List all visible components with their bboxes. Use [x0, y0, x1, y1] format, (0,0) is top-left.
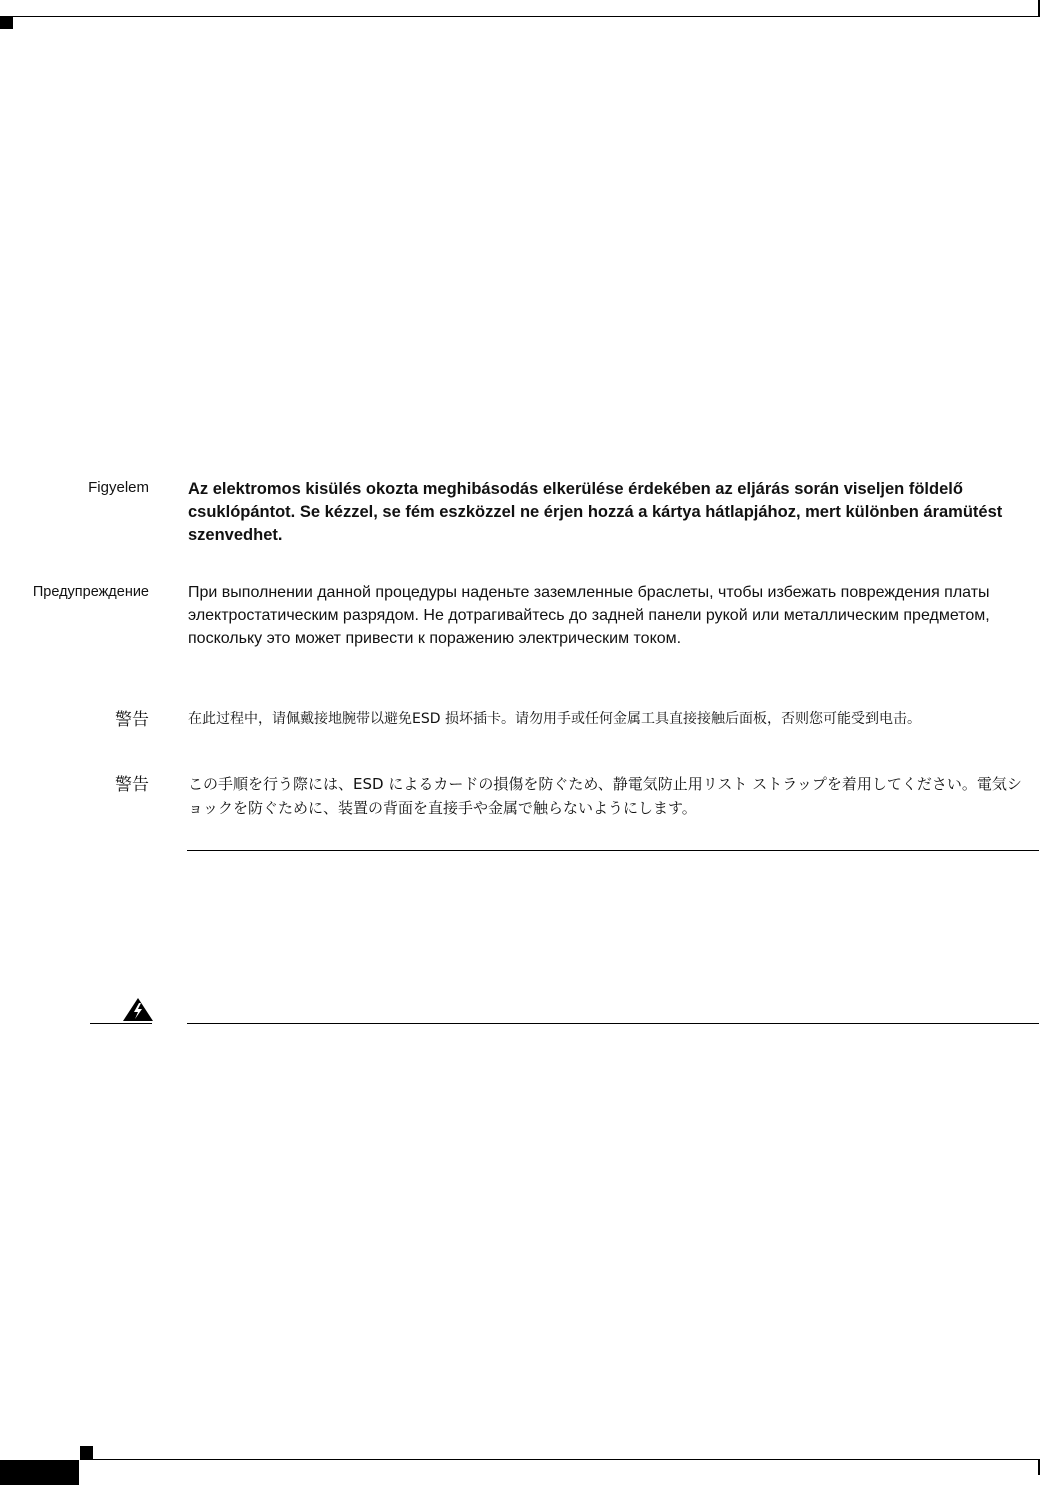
warning-label-hungarian: Figyelem	[88, 479, 149, 496]
warning-text-japanese: この手順を行う際には、ESD によるカードの損傷を防ぐため、静電気防止用リスト ストラップを着用してください。電気ショックを防ぐために、装置の背面を直接手や金属で触らないようにします。	[188, 775, 1022, 817]
header-right-tick	[1038, 0, 1040, 17]
warning-label-russian: Предупреждение	[32, 584, 149, 600]
warning-start-rule	[187, 1023, 1039, 1024]
footer-corner-mark	[80, 1446, 93, 1459]
footer-right-tick	[1038, 1459, 1040, 1475]
warning-text-chinese: 在此过程中，请佩戴接地腕带以避免ESD 损坏插卡。请勿用手或任何金属工具直接接触后面板，否则您可能受到电击。	[188, 711, 921, 727]
warning-electric-icon	[122, 997, 154, 1023]
warning-label-chinese: 警告	[115, 710, 149, 730]
warning-label-japanese: 警告	[115, 775, 149, 795]
warning-text-russian: При выполнении данной процедуры наденьте заземленные браслеты, чтобы избежать повреждения платы электростатическим разрядом. Не дотрагивайтесь до задней панели рукой или металлическим предметом, поскольку это может привести к поражению электрическим током.	[188, 584, 990, 647]
footer-rule	[80, 1459, 1040, 1460]
header-rule	[0, 16, 1040, 17]
warning-text-hungarian: Az elektromos kisülés okozta meghibásodás elkerülése érdekében az eljárás során viseljen földelő csuklópántot. Se kézzel, se fém eszközzel ne érjen hozzá a kártya hátlapjához, mert különben áramütést szenvedhet.	[188, 480, 1003, 544]
footer-tab-block	[0, 1460, 79, 1485]
header-corner-mark	[0, 17, 13, 29]
icon-underline-rule	[90, 1023, 152, 1024]
section-end-rule	[187, 850, 1039, 851]
